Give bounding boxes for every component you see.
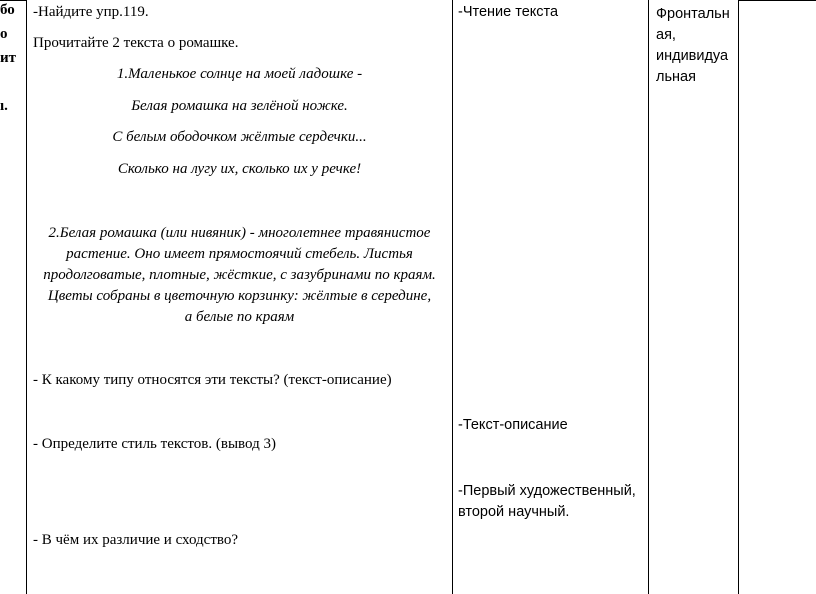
work-form-line: льная <box>656 69 696 85</box>
column-divider-3 <box>648 0 649 594</box>
answer-text-style-line: -Первый художественный, <box>458 483 636 499</box>
column-divider-2 <box>452 0 453 594</box>
column-divider-1 <box>26 0 27 594</box>
left-column-fragment: ı. <box>0 98 8 114</box>
science-text-line: продолговатые, плотные, жёсткие, с зазубринами по краям. <box>43 267 436 283</box>
science-text-line: Цветы собраны в цветочную корзинку: жёлтые в середине, <box>47 288 432 304</box>
poem-line: Сколько на лугу их, сколько их у речке! <box>117 161 362 177</box>
read-instruction: Прочитайте 2 текста о ромашке. <box>33 35 239 51</box>
question-text-style: - Определите стиль текстов. (вывод 3) <box>33 436 276 452</box>
top-border-left <box>0 0 27 1</box>
student-reading-activity: -Чтение текста <box>458 4 559 20</box>
science-text-line: 2.Белая ромашка (или нивяник) - многолетнее травянистое <box>48 225 431 241</box>
task-intro: -Найдите упр.119. <box>33 4 149 20</box>
question-difference: - В чём их различие и сходство? <box>33 532 239 548</box>
left-column-fragment: о <box>0 26 8 42</box>
left-column-fragment: бо <box>0 2 15 18</box>
work-form-line: Фронтальн <box>656 6 730 22</box>
poem-line: С белым ободочком жёлтые сердечки... <box>112 129 367 145</box>
answer-text-style-line: второй научный. <box>458 504 570 520</box>
work-form-line: ая, <box>656 27 676 43</box>
science-text-line: растение. Оно имеет прямостоячий стебель. Листья <box>66 246 413 262</box>
work-form-line: индивидуа <box>656 48 729 64</box>
answer-text-type: -Текст-описание <box>458 417 568 433</box>
answer-text-style <box>458 481 636 523</box>
column-divider-4 <box>738 0 739 594</box>
poem-line: Белая ромашка на зелёной ножке. <box>131 98 348 114</box>
question-text-type: - К какому типу относятся эти тексты? (текст-описание) <box>33 372 392 388</box>
poem-line: 1.Маленькое солнце на моей ладошке - <box>116 66 363 82</box>
work-form-cell <box>656 4 730 88</box>
left-column-fragment: ит <box>0 50 17 66</box>
top-border-right <box>738 0 816 1</box>
science-text-line: а белые по краям <box>184 309 295 325</box>
